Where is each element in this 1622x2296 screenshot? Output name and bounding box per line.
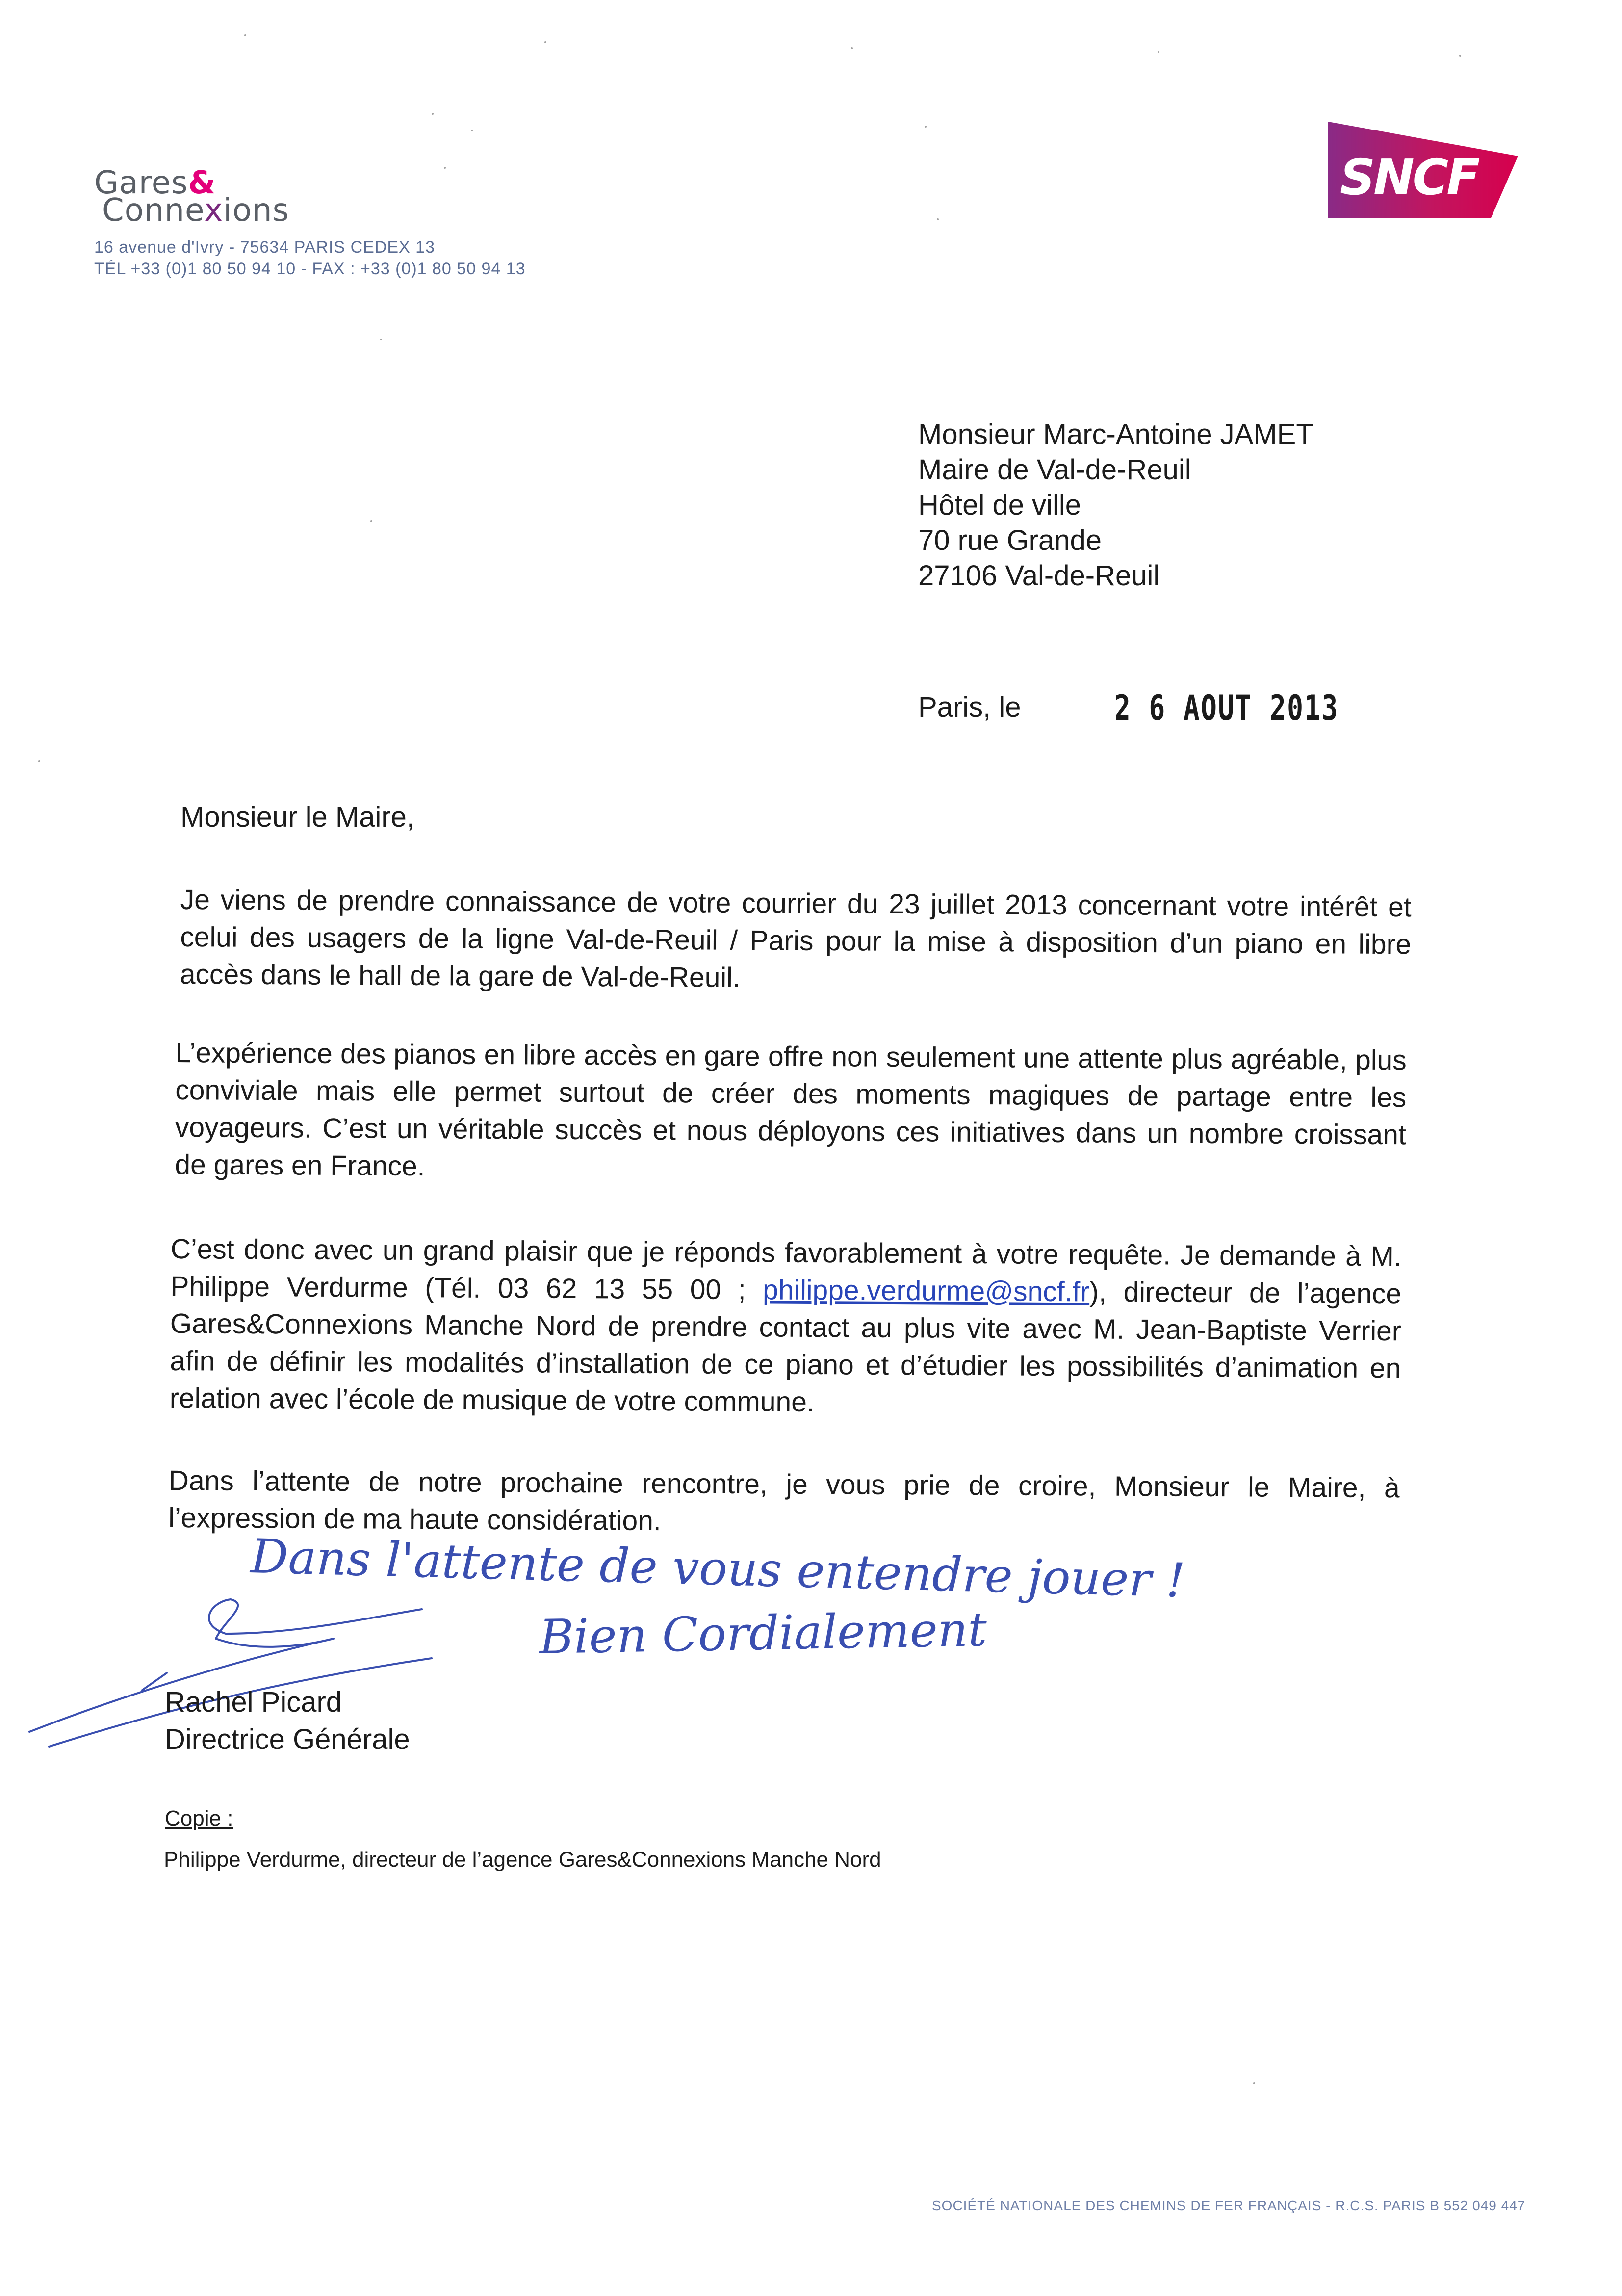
scan-speck	[244, 34, 246, 36]
date-place: Paris, le	[918, 691, 1021, 723]
sender-address-line: 16 avenue d'Ivry - 75634 PARIS CEDEX 13	[94, 238, 435, 257]
handwritten-line-1: Dans l'attente de vous entendre jouer !	[250, 1529, 1186, 1608]
recipient-city: 27106 Val-de-Reuil	[918, 560, 1160, 592]
signer-role: Directrice Générale	[165, 1723, 410, 1755]
scan-speck	[937, 218, 939, 220]
logo-word-gares: Gares	[94, 165, 188, 201]
recipient-name: Monsieur Marc-Antoine JAMET	[918, 418, 1313, 450]
scan-speck	[444, 167, 446, 169]
body-paragraph-2: L’expérience des pianos en libre accès en gare offre non seulement une attente plus agréable, plus conviviale mais elle permet surtout de créer des moments magiques de partage entre les voyageurs. C’est un véritable succès et nous déployons ces initiatives dans un nombre croissant de gares en France.	[175, 1037, 1407, 1182]
email-link[interactable]: philippe.verdurme@sncf.fr	[762, 1274, 1090, 1308]
logo-letter-x: x	[204, 192, 224, 229]
scan-speck	[38, 760, 40, 762]
signer-block	[165, 1684, 410, 1758]
sender-phone-line: TÉL +33 (0)1 80 50 94 10 - FAX : +33 (0)1 80 50 94 13	[94, 260, 526, 278]
scan-speck	[1253, 2082, 1255, 2084]
sender-address	[94, 236, 526, 280]
signer-name: Rachel Picard	[165, 1686, 342, 1718]
body-paragraph-4: Dans l’attente de notre prochaine rencontre, je vous prie de croire, Monsieur le Maire, à l’expression de ma haute considération.	[168, 1465, 1400, 1537]
scan-speck	[544, 41, 546, 43]
logo-ampersand: &	[188, 165, 216, 201]
scan-speck	[1158, 51, 1159, 53]
scan-speck	[370, 520, 372, 522]
recipient-address	[918, 417, 1313, 594]
salutation: Monsieur le Maire,	[180, 801, 415, 833]
sncf-logo	[1324, 113, 1520, 218]
legal-footer: SOCIÉTÉ NATIONALE DES CHEMINS DE FER FRANÇAIS - R.C.S. PARIS B 552 049 447	[932, 2198, 1526, 2213]
recipient-building: Hôtel de ville	[918, 489, 1081, 521]
recipient-street: 70 rue Grande	[918, 524, 1102, 556]
scan-speck	[471, 130, 473, 131]
logo-word-conne: Conne	[102, 192, 205, 229]
body-paragraph-1: Je viens de prendre connaissance de votre courrier du 23 juillet 2013 concernant votre intérêt et celui des usagers de la ligne Val-de-Reuil / Paris pour la mise à disposition d’un piano en libre accès dans le hall de la gare de Val-de-Reuil.	[180, 884, 1412, 993]
recipient-title: Maire de Val-de-Reuil	[918, 454, 1191, 486]
date-stamp: 2 6 AOUT 2013	[1114, 688, 1339, 728]
copy-recipient: Philippe Verdurme, directeur de l’agence Gares&Connexions Manche Nord	[164, 1848, 881, 1872]
scan-speck	[1459, 55, 1461, 57]
handwritten-line-2: Bien Cordialement	[539, 1602, 987, 1665]
gares-connexions-logo	[94, 166, 349, 235]
scan-speck	[432, 113, 434, 115]
sncf-logo-text: SNCF	[1340, 149, 1478, 206]
scan-speck	[380, 339, 382, 340]
scan-speck	[851, 47, 853, 49]
logo-word-ions: ions	[223, 192, 289, 229]
paragraph-3-text-end: ), directeur de l’agence Gares&Connexions Manche Nord de prendre contact au plus vite avec M. Jean-Baptiste Verrier afin de définir les modalités d’installation de ce piano et d’étudier les possibilités d’animation en relation avec l’école de musique de votre commune.	[169, 1276, 1402, 1418]
paragraph-3-text-start: C’est donc avec un grand plaisir que je réponds favorablement à votre requête. Je demande à M. Philippe Verdurme (Tél. 03 62 13 55 00 ;	[170, 1233, 1402, 1306]
copy-label: Copie :	[165, 1806, 233, 1830]
scan-speck	[925, 126, 927, 128]
body-paragraph-3	[170, 1230, 1402, 1424]
